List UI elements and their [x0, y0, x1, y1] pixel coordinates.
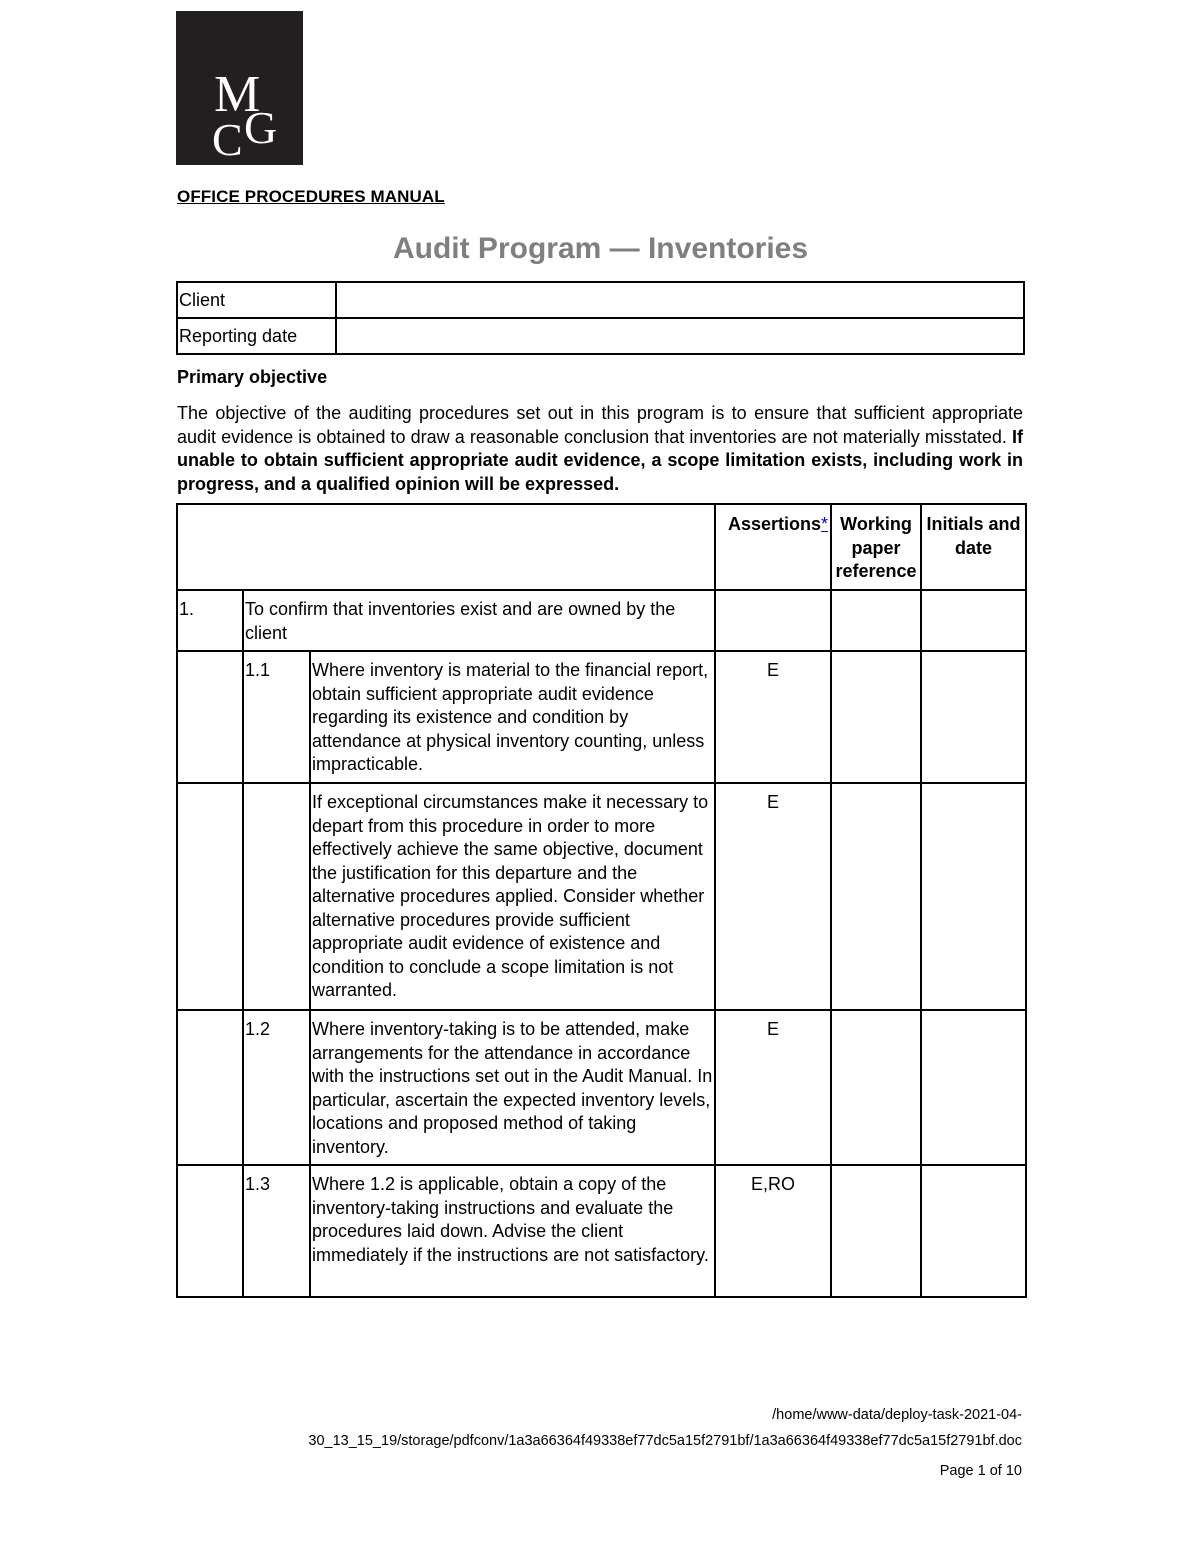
section-number: 1.	[177, 590, 243, 651]
row-assertion: E	[715, 651, 831, 783]
section-initials-cell[interactable]	[921, 590, 1026, 651]
table-header-row	[177, 504, 1026, 590]
row-working-paper-cell[interactable]	[831, 783, 921, 1010]
row-assertion: E	[715, 1010, 831, 1165]
mcg-logo-icon	[176, 11, 303, 165]
objective-body: The objective of the auditing procedures set out in this program is to ensure that sufficient appropriate audit evidence is obtained to draw a reasonable conclusion that inventories are not materially misstated.	[177, 403, 1023, 447]
objective-text	[177, 402, 1023, 496]
objective-heading: Primary objective	[177, 367, 328, 387]
section-working-paper-cell[interactable]	[831, 590, 921, 651]
reporting-date-field[interactable]	[336, 318, 1024, 354]
assertions-footnote-link[interactable]: *	[821, 514, 829, 534]
row-number: 1.2	[243, 1010, 310, 1165]
audit-program-table	[176, 503, 1027, 1298]
row-procedure-text: Where inventory is material to the financial report, obtain sufficient appropriate audit evidence regarding its existence and condition by attendance at physical inventory counting, unless impracticable.	[310, 651, 715, 783]
svg-text:C: C	[212, 114, 243, 165]
header-blank-cell	[177, 504, 715, 590]
row-blank-cell	[177, 651, 243, 783]
working-paper-header: Working paper reference	[831, 504, 921, 590]
footer-path-line-1: /home/www-data/deploy-task-2021-04-	[772, 1407, 1022, 1423]
row-number	[243, 783, 310, 1010]
row-blank-cell	[177, 1010, 243, 1165]
reporting-date-label: Reporting date	[177, 318, 336, 354]
row-working-paper-cell[interactable]	[831, 651, 921, 783]
objective-bold-note: If unable to obtain sufficient appropriate audit evidence, a scope limitation exists, including work in progress, and a qualified opinion will be expressed.	[177, 426, 1023, 494]
section-row	[177, 590, 1026, 651]
svg-text:G: G	[244, 102, 278, 153]
client-info-table	[176, 281, 1025, 355]
row-procedure-text: Where 1.2 is applicable, obtain a copy of the inventory-taking instructions and evaluate the procedures laid down. Advise the client immediately if the instructions are not satisfactory.	[310, 1165, 715, 1297]
row-procedure-text: Where inventory-taking is to be attended, make arrangements for the attendance in accordance with the instructions set out in the Audit Manual. In particular, ascertain the expected inventory levels, locations and proposed method of taking inventory.	[310, 1010, 715, 1165]
row-initials-cell[interactable]	[921, 783, 1026, 1010]
row-working-paper-cell[interactable]	[831, 1165, 921, 1297]
row-assertion: E	[715, 783, 831, 1010]
table-row	[177, 1010, 1026, 1165]
office-title: OFFICE PROCEDURES MANUAL	[177, 187, 445, 206]
assertions-header	[715, 504, 831, 590]
row-initials-cell[interactable]	[921, 651, 1026, 783]
row-working-paper-cell[interactable]	[831, 1010, 921, 1165]
page-title: Audit Program — Inventories	[392, 232, 809, 265]
footer-file-path	[122, 1402, 1022, 1454]
svg-text:M: M	[214, 66, 261, 123]
initials-header: Initials and date	[921, 504, 1026, 590]
client-field[interactable]	[336, 282, 1024, 318]
section-assertion-cell	[715, 590, 831, 651]
row-number: 1.3	[243, 1165, 310, 1297]
section-title: To confirm that inventories exist and are owned by the client	[243, 590, 715, 651]
client-row	[177, 282, 1024, 318]
footer-path-line-2: 30_13_15_19/storage/pdfconv/1a3a66364f49338ef77dc5a15f2791bf/1a3a66364f49338ef77dc5a15f2791bf.doc	[308, 1433, 1022, 1449]
reporting-date-row	[177, 318, 1024, 354]
table-row	[177, 783, 1026, 1010]
assertions-header-label: Assertions	[727, 514, 821, 534]
page-number: Page 1 of 10	[939, 1463, 1022, 1479]
row-blank-cell	[177, 1165, 243, 1297]
table-row	[177, 651, 1026, 783]
row-blank-cell	[177, 783, 243, 1010]
row-number: 1.1	[243, 651, 310, 783]
mcg-logo	[176, 11, 303, 165]
row-assertion: E,RO	[715, 1165, 831, 1297]
table-row	[177, 1165, 1026, 1297]
row-initials-cell[interactable]	[921, 1165, 1026, 1297]
row-procedure-text: If exceptional circumstances make it necessary to depart from this procedure in order to more effectively achieve the same objective, document the justification for this departure and the alternative procedures applied. Consider whether alternative procedures provide sufficient appropriate audit evidence of existence and condition to conclude a scope limitation is not warranted.	[310, 783, 715, 1010]
row-initials-cell[interactable]	[921, 1010, 1026, 1165]
client-label: Client	[177, 282, 336, 318]
